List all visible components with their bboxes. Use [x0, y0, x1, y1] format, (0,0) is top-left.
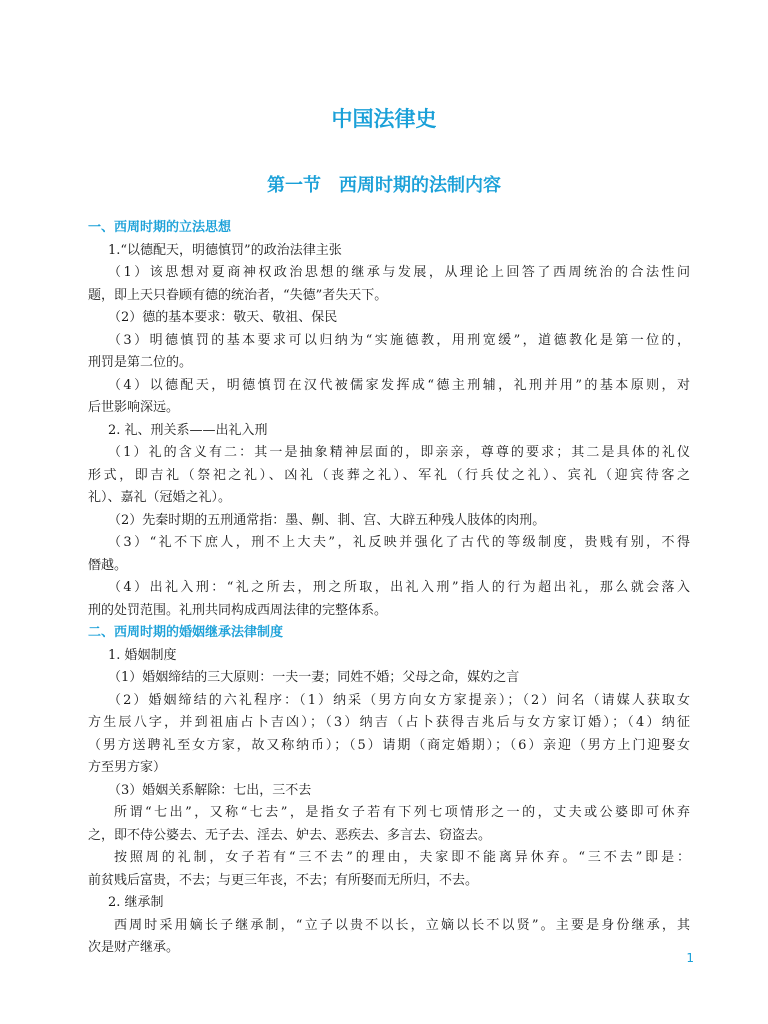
page-number: 1: [686, 951, 694, 965]
paragraph-line: （2）德的基本要求：敬天、敬祖、保民: [108, 310, 338, 325]
paragraph-line: 之，即不侍公婆去、无子去、淫去、妒去、恶疾去、多言去、窃盗去。: [88, 827, 492, 843]
body-text: [88, 217, 690, 960]
paragraph-line: 按照周的礼制，女子若有“三不去”的理由，夫家即不能离异休弃。“三不去”即是：: [114, 850, 690, 865]
paragraph-line: （4）出礼入刑：“礼之所去，刑之所取，出礼入刑”指人的行为超出礼，那么就会落入: [108, 580, 690, 595]
paragraph-line: 礼）、嘉礼（冠婚之礼）。: [88, 490, 232, 505]
paragraph-line: 后世影响深远。: [88, 400, 180, 415]
paragraph-line: 西周时采用嫡长子继承制，“立子以贵不以长，立嫡以长不以贤”。主要是身份继承，其: [114, 917, 690, 933]
paragraph-line: 形式，即吉礼（祭祀之礼）、凶礼（丧葬之礼）、军礼（行兵仗之礼）、宾礼（迎宾待客之: [88, 467, 690, 483]
paragraph-line: 1. 婚姻制度: [108, 647, 177, 663]
paragraph-line: 僭越。: [88, 557, 128, 573]
paragraph-line: 方生辰八字，并到祖庙占卜吉凶）；（3）纳吉（占卜获得吉兆后与女方家订婚）；（4）纳征: [88, 715, 690, 730]
subsection-heading: 一、西周时期的立法思想: [88, 220, 232, 235]
paragraph-line: （3）婚姻关系解除：七出，三不去: [108, 782, 312, 798]
paragraph-line: 2. 继承制: [108, 895, 164, 910]
paragraph-line: 题，即上天只眷顾有德的统治者，“失德”者失天下。: [88, 287, 388, 303]
paragraph-line: （1）礼的含义有二：其一是抽象精神层面的，即亲亲，尊尊的要求；其二是具体的礼仪: [108, 445, 690, 460]
paragraph-line: （2）先秦时期的五刑通常指：墨、劓、剕、宫、大辟五种残人肢体的肉刑。: [108, 512, 546, 528]
paragraph-line: 2. 礼、刑关系——出礼入刑: [108, 422, 268, 438]
paragraph-line: （1）婚姻缔结的三大原则：一夫一妻；同姓不婚；父母之命，媒妁之言: [108, 670, 520, 685]
paragraph-line: 次是财产继承。: [88, 940, 180, 955]
document-title: 中国法律史: [331, 107, 437, 131]
paragraph-line: 刑罚是第二位的。: [88, 355, 193, 370]
paragraph-line: （2）婚姻缔结的六礼程序：（1）纳采（男方向女方家提亲）；（2）问名（请媒人获取女: [108, 692, 690, 708]
section-title: 第一节 西周时期的法制内容: [267, 175, 501, 196]
paragraph-line: （1）该思想对夏商神权政治思想的继承与发展，从理论上回答了西周统治的合法性问: [108, 265, 690, 280]
subsection-heading: 二、西周时期的婚姻继承法律制度: [88, 625, 284, 640]
paragraph-line: （3）“礼不下庶人，刑不上大夫”，礼反映并强化了古代的等级制度，贵贱有别，不得: [108, 535, 690, 550]
paragraph-line: 所谓“七出”，又称“七去”，是指女子若有下列七项情形之一的，丈夫或公婆即可休弃: [114, 805, 690, 820]
paragraph-line: （4）以德配天，明德慎罚在汉代被儒家发挥成“德主刑辅，礼刑并用”的基本原则，对: [108, 377, 690, 393]
paragraph-line: （男方送聘礼至女方家，故又称纳币）；（5）请期（商定婚期）；（6）亲迎（男方上门迎娶女: [88, 737, 690, 753]
paragraph-line: 刑的处罚范围。礼刑共同构成西周法律的完整体系。: [88, 602, 388, 618]
paragraph-line: 1.“以德配天，明德慎罚”的政治法律主张: [108, 242, 342, 258]
paragraph-line: 前贫贱后富贵，不去；与更三年丧，不去；有所娶而无所归，不去。: [88, 872, 479, 888]
paragraph-line: 方至男方家）: [88, 760, 167, 775]
paragraph-line: （3）明德慎罚的基本要求可以归纳为“实施德教，用刑宽缓”，道德教化是第一位的，: [108, 332, 690, 348]
